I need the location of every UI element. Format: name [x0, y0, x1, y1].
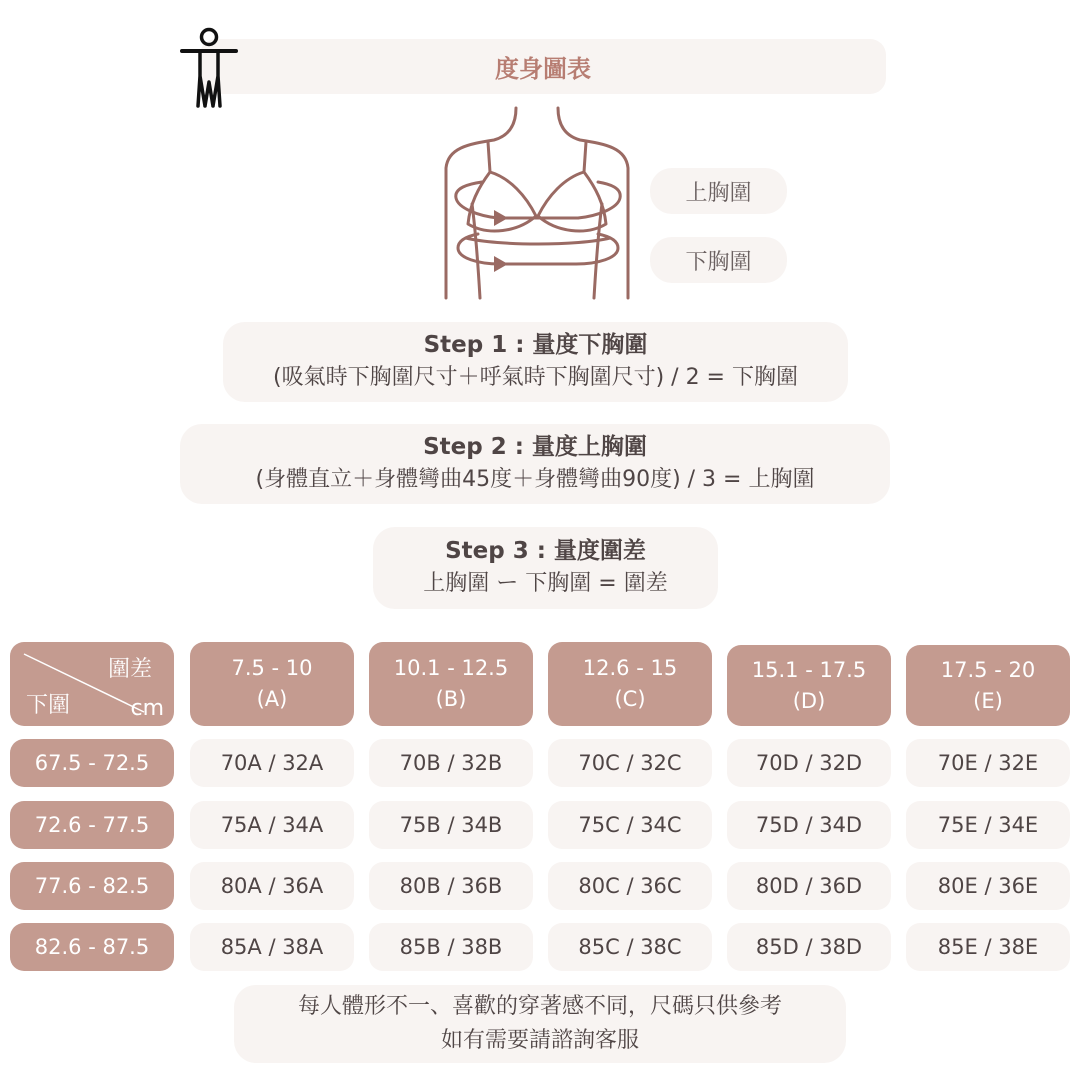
- lower-bust-text: 下胸圍: [685, 249, 752, 275]
- bra-measurement-illustration: [438, 104, 638, 302]
- table-corner-cell: [10, 642, 174, 726]
- column-e-range: 17.5 - 20: [940, 657, 1036, 682]
- page-title: 度身圖表: [495, 55, 591, 83]
- size-cell: 70B / 32B: [369, 739, 533, 787]
- column-b-cup: (B): [435, 687, 467, 711]
- size-cell: 80D / 36D: [727, 862, 891, 910]
- column-header-a: [190, 642, 354, 726]
- size-cell: 85D / 38D: [727, 923, 891, 971]
- size-cell: 80E / 36E: [906, 862, 1070, 910]
- row-header-4: 82.6 - 87.5: [10, 923, 174, 971]
- column-header-e: [906, 645, 1070, 726]
- step-1-formula: (吸氣時下胸圍尺寸＋呼氣時下胸圍尺寸) / 2 = 下胸圍: [273, 365, 798, 390]
- step-2-title: Step 2 : 量度上胸圍: [423, 434, 647, 460]
- size-cell: 80C / 36C: [548, 862, 712, 910]
- size-cell: 85E / 38E: [906, 923, 1070, 971]
- column-header-b: [369, 642, 533, 726]
- column-e-cup: (E): [973, 688, 1003, 713]
- footer-line-1: 每人體形不一、喜歡的穿著感不同，尺碼只供參考: [297, 994, 782, 1019]
- step-2-formula: (身體直立＋身體彎曲45度＋身體彎曲90度) / 3 = 上胸圍: [255, 467, 815, 492]
- size-cell: 75B / 34B: [369, 801, 533, 849]
- corner-top-label: 圍差: [107, 657, 152, 682]
- column-c-cup: (C): [614, 687, 646, 711]
- size-cell: 70D / 32D: [727, 739, 891, 787]
- size-cell: 85B / 38B: [369, 923, 533, 971]
- step-3-title: Step 3 : 量度圍差: [445, 538, 646, 564]
- row-header-1: 67.5 - 72.5: [10, 739, 174, 787]
- row-header-3: 77.6 - 82.5: [10, 862, 174, 910]
- step-1: [223, 322, 848, 402]
- column-header-d: [727, 645, 891, 726]
- column-c-range: 12.6 - 15: [582, 656, 678, 680]
- column-a-cup: (A): [256, 687, 288, 711]
- size-cell: 75A / 34A: [190, 801, 354, 849]
- size-cell: 75D / 34D: [727, 801, 891, 849]
- lower-bust-label: [650, 237, 787, 283]
- step-1-title: Step 1 : 量度下胸圍: [423, 332, 648, 358]
- row-header-2: 72.6 - 77.5: [10, 801, 174, 849]
- step-3: [373, 527, 718, 609]
- size-cell: 85C / 38C: [548, 923, 712, 971]
- step-2: [180, 424, 890, 504]
- column-d-range: 15.1 - 17.5: [751, 657, 867, 682]
- footer-line-2: 如有需要請諮詢客服: [440, 1028, 639, 1053]
- upper-bust-label: [650, 168, 787, 214]
- title-bar: [200, 39, 886, 94]
- person-icon: [178, 26, 240, 110]
- column-a-range: 7.5 - 10: [231, 656, 313, 680]
- corner-bottom-left-label: 下圍: [26, 693, 71, 718]
- footer-note: [234, 985, 846, 1063]
- size-cell: 70C / 32C: [548, 739, 712, 787]
- column-header-c: [548, 642, 712, 726]
- size-cell: 85A / 38A: [190, 923, 354, 971]
- size-cell: 70A / 32A: [190, 739, 354, 787]
- column-b-range: 10.1 - 12.5: [393, 656, 509, 680]
- size-cell: 80A / 36A: [190, 862, 354, 910]
- size-cell: 75C / 34C: [548, 801, 712, 849]
- upper-bust-text: 上胸圍: [685, 180, 752, 206]
- size-cell: 75E / 34E: [906, 801, 1070, 849]
- step-3-formula: 上胸圍 ー 下胸圍 = 圍差: [423, 571, 668, 596]
- size-cell: 80B / 36B: [369, 862, 533, 910]
- size-cell: 70E / 32E: [906, 739, 1070, 787]
- column-d-cup: (D): [792, 688, 826, 713]
- corner-bottom-right-label: cm: [130, 696, 164, 721]
